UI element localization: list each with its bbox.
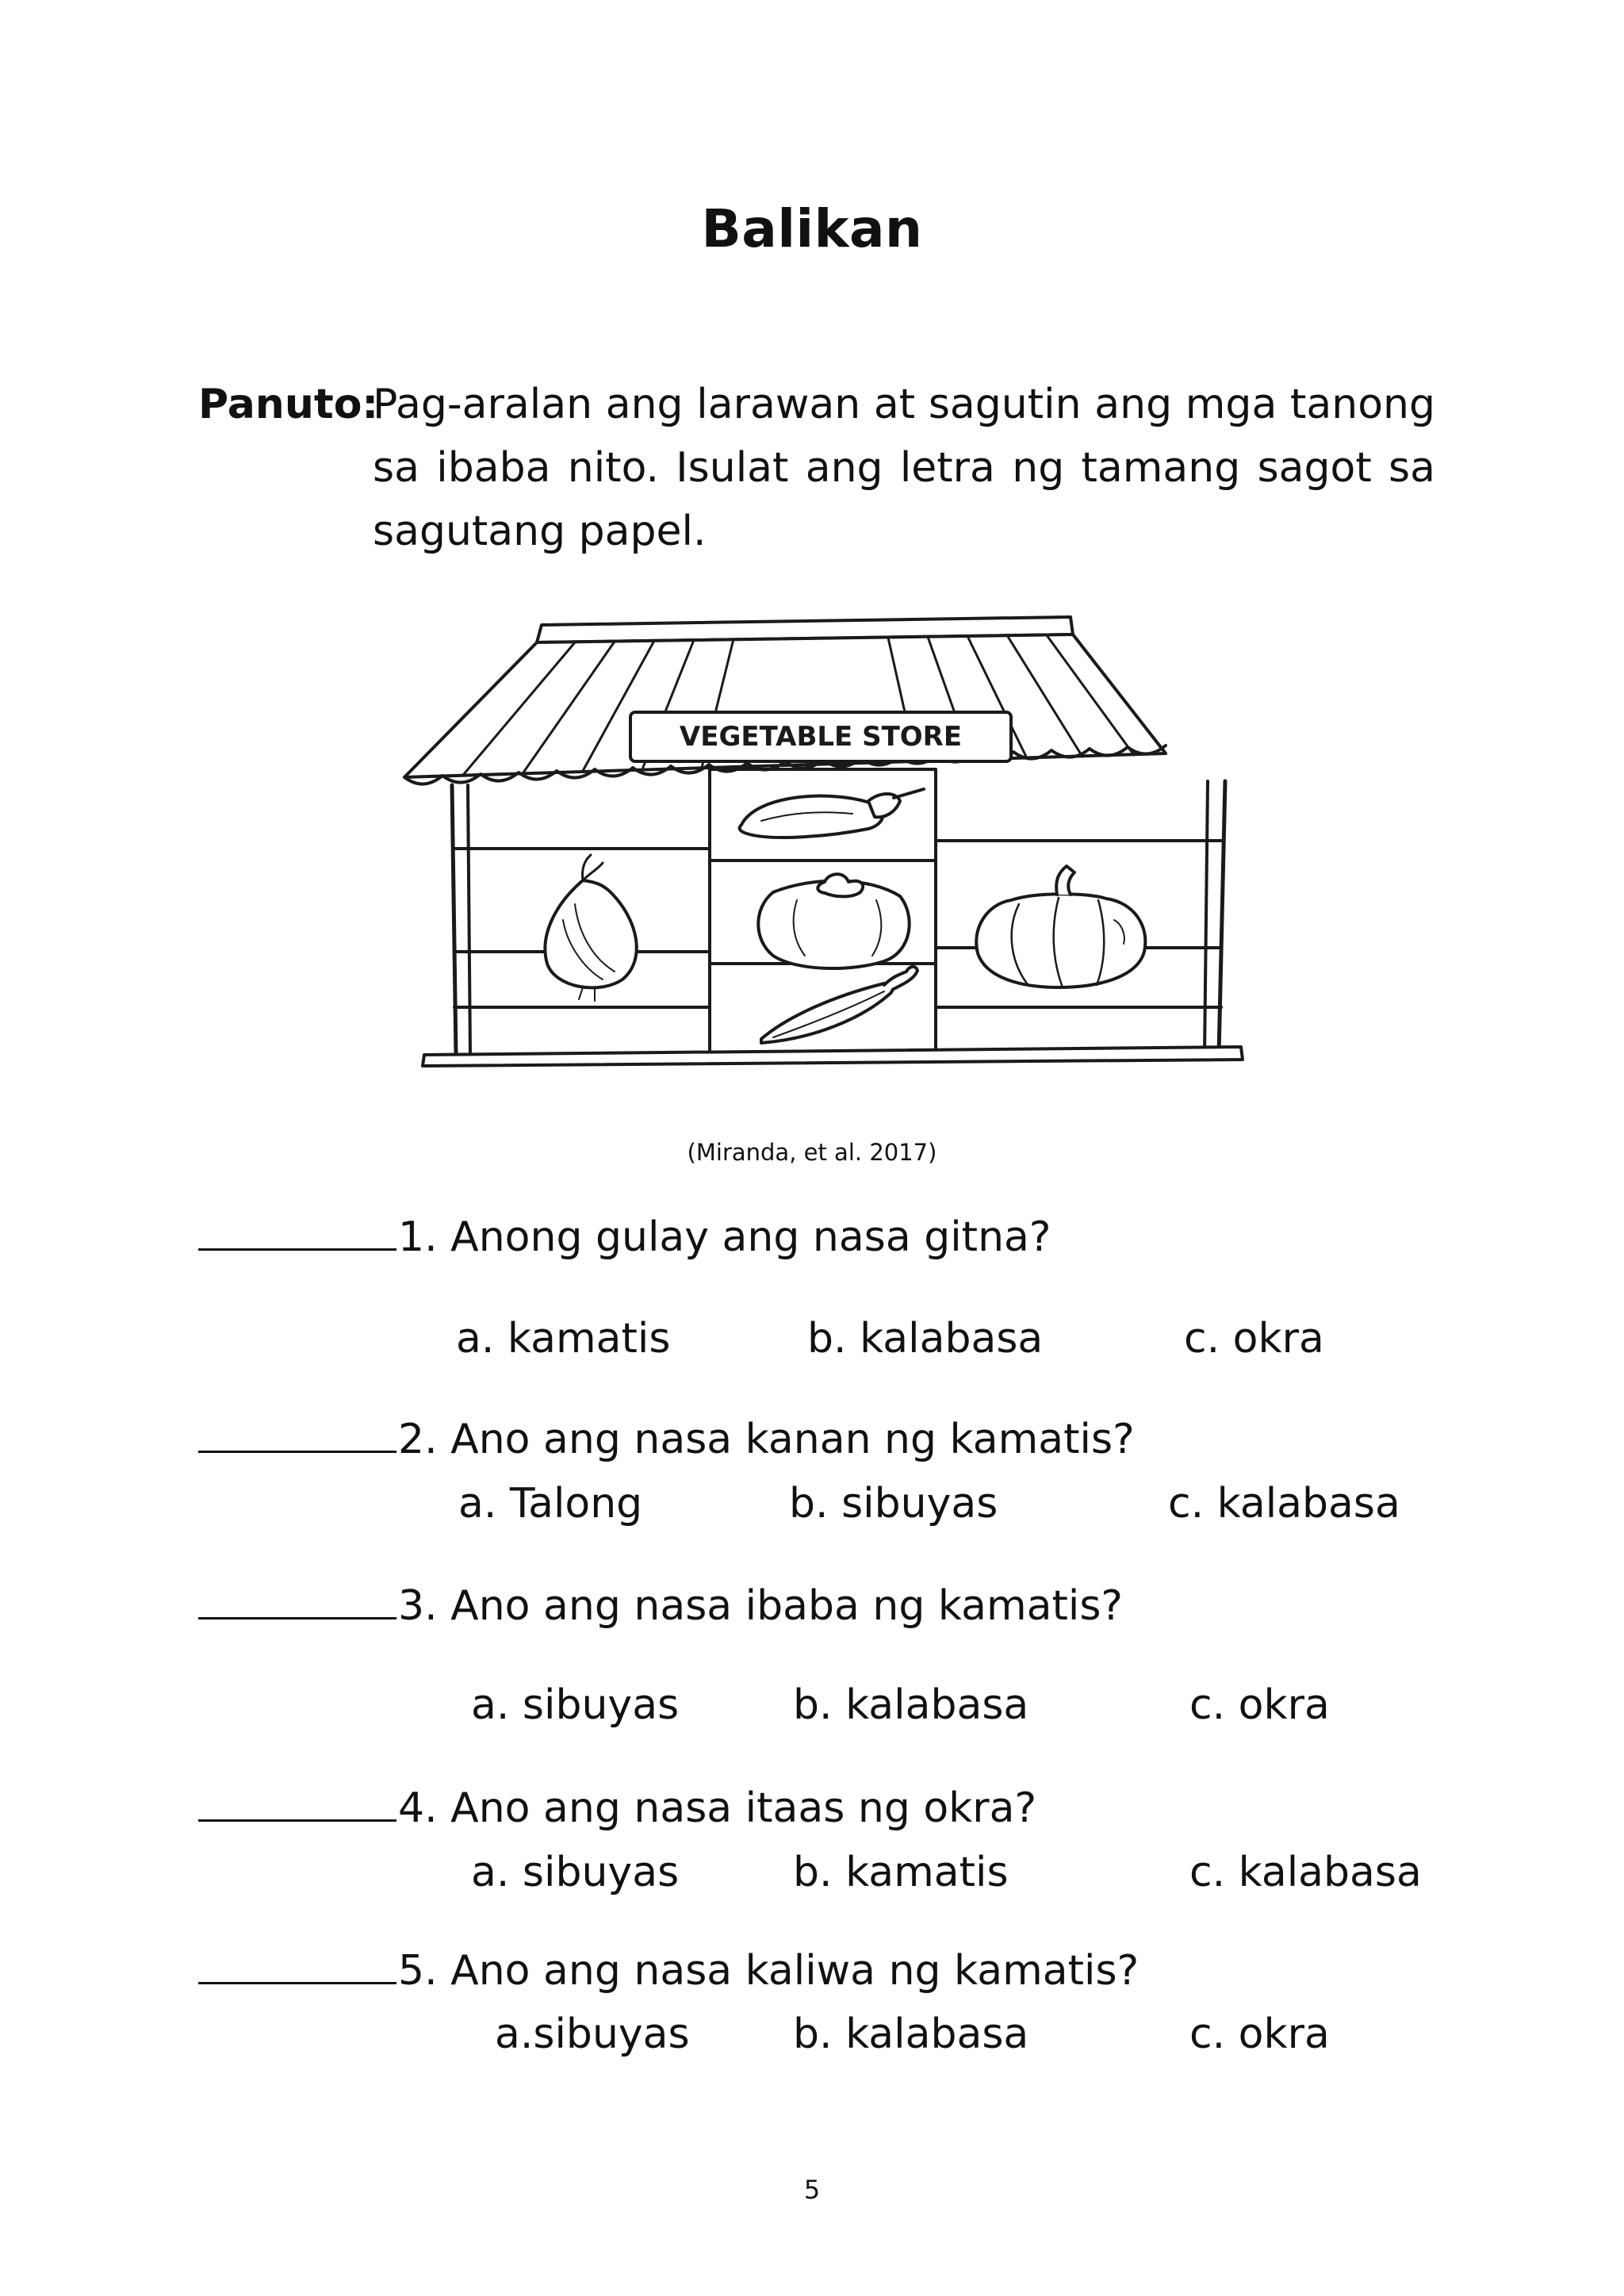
answer-blank-5[interactable] bbox=[198, 1950, 396, 1984]
q5-choice-c: c. okra bbox=[1189, 2010, 1330, 2058]
q3-choice-a: a. sibuyas bbox=[471, 1681, 680, 1729]
q1-choice-b: b. kalabasa bbox=[807, 1315, 1044, 1363]
page-title: Balikan bbox=[701, 198, 923, 259]
question-1-text: 1. Anong gulay ang nasa gitna? bbox=[398, 1213, 1051, 1261]
eggplant-icon bbox=[740, 789, 924, 838]
q1-choice-c: c. okra bbox=[1184, 1315, 1324, 1363]
q4-choice-b: b. kamatis bbox=[793, 1849, 1009, 1896]
question-4-text: 4. Ano ang nasa itaas ng okra? bbox=[398, 1784, 1037, 1832]
q3-choice-c: c. okra bbox=[1189, 1681, 1330, 1729]
q2-choice-a: a. Talong bbox=[458, 1480, 643, 1527]
onion-icon bbox=[545, 855, 636, 1001]
answer-blank-4[interactable] bbox=[198, 1788, 396, 1822]
question-2-text: 2. Ano ang nasa kanan ng kamatis? bbox=[398, 1416, 1135, 1463]
instructions-text: Pag-aralan ang larawan at sagutin ang mga tanong sa ibaba nito. Isulat ang letra ng tamang sagot sa sagutang papel. bbox=[373, 381, 1435, 555]
question-4 bbox=[198, 1784, 1036, 1832]
store-sign-text: VEGETABLE STORE bbox=[679, 721, 963, 753]
q5-choice-a: a.sibuyas bbox=[495, 2010, 690, 2058]
q2-choice-b: b. sibuyas bbox=[789, 1480, 998, 1527]
q3-choice-b: b. kalabasa bbox=[793, 1681, 1029, 1729]
q1-choice-a: a. kamatis bbox=[456, 1315, 671, 1363]
question-5 bbox=[198, 1947, 1139, 1995]
page-number: 5 bbox=[803, 2175, 821, 2205]
vegetable-store-illustration bbox=[329, 587, 1304, 1094]
instructions-label: Panuto: bbox=[198, 381, 379, 428]
q4-choice-c: c. kalabasa bbox=[1189, 1849, 1422, 1896]
question-3-text: 3. Ano ang nasa ibaba ng kamatis? bbox=[398, 1582, 1124, 1630]
store-base bbox=[423, 1047, 1243, 1066]
question-5-text: 5. Ano ang nasa kaliwa ng kamatis? bbox=[398, 1947, 1139, 1995]
image-citation: (Miranda, et al. 2017) bbox=[687, 1139, 937, 1166]
pumpkin-icon bbox=[976, 866, 1145, 987]
answer-blank-1[interactable] bbox=[198, 1217, 396, 1251]
q5-choice-b: b. kalabasa bbox=[793, 2010, 1029, 2058]
question-3 bbox=[198, 1582, 1123, 1630]
q4-choice-a: a. sibuyas bbox=[471, 1849, 680, 1896]
q2-choice-c: c. kalabasa bbox=[1168, 1480, 1400, 1527]
question-2 bbox=[198, 1416, 1135, 1463]
answer-blank-2[interactable] bbox=[198, 1419, 396, 1453]
question-1 bbox=[198, 1213, 1051, 1261]
tomato-icon bbox=[758, 874, 909, 968]
answer-blank-3[interactable] bbox=[198, 1585, 396, 1619]
okra-icon bbox=[761, 967, 917, 1043]
